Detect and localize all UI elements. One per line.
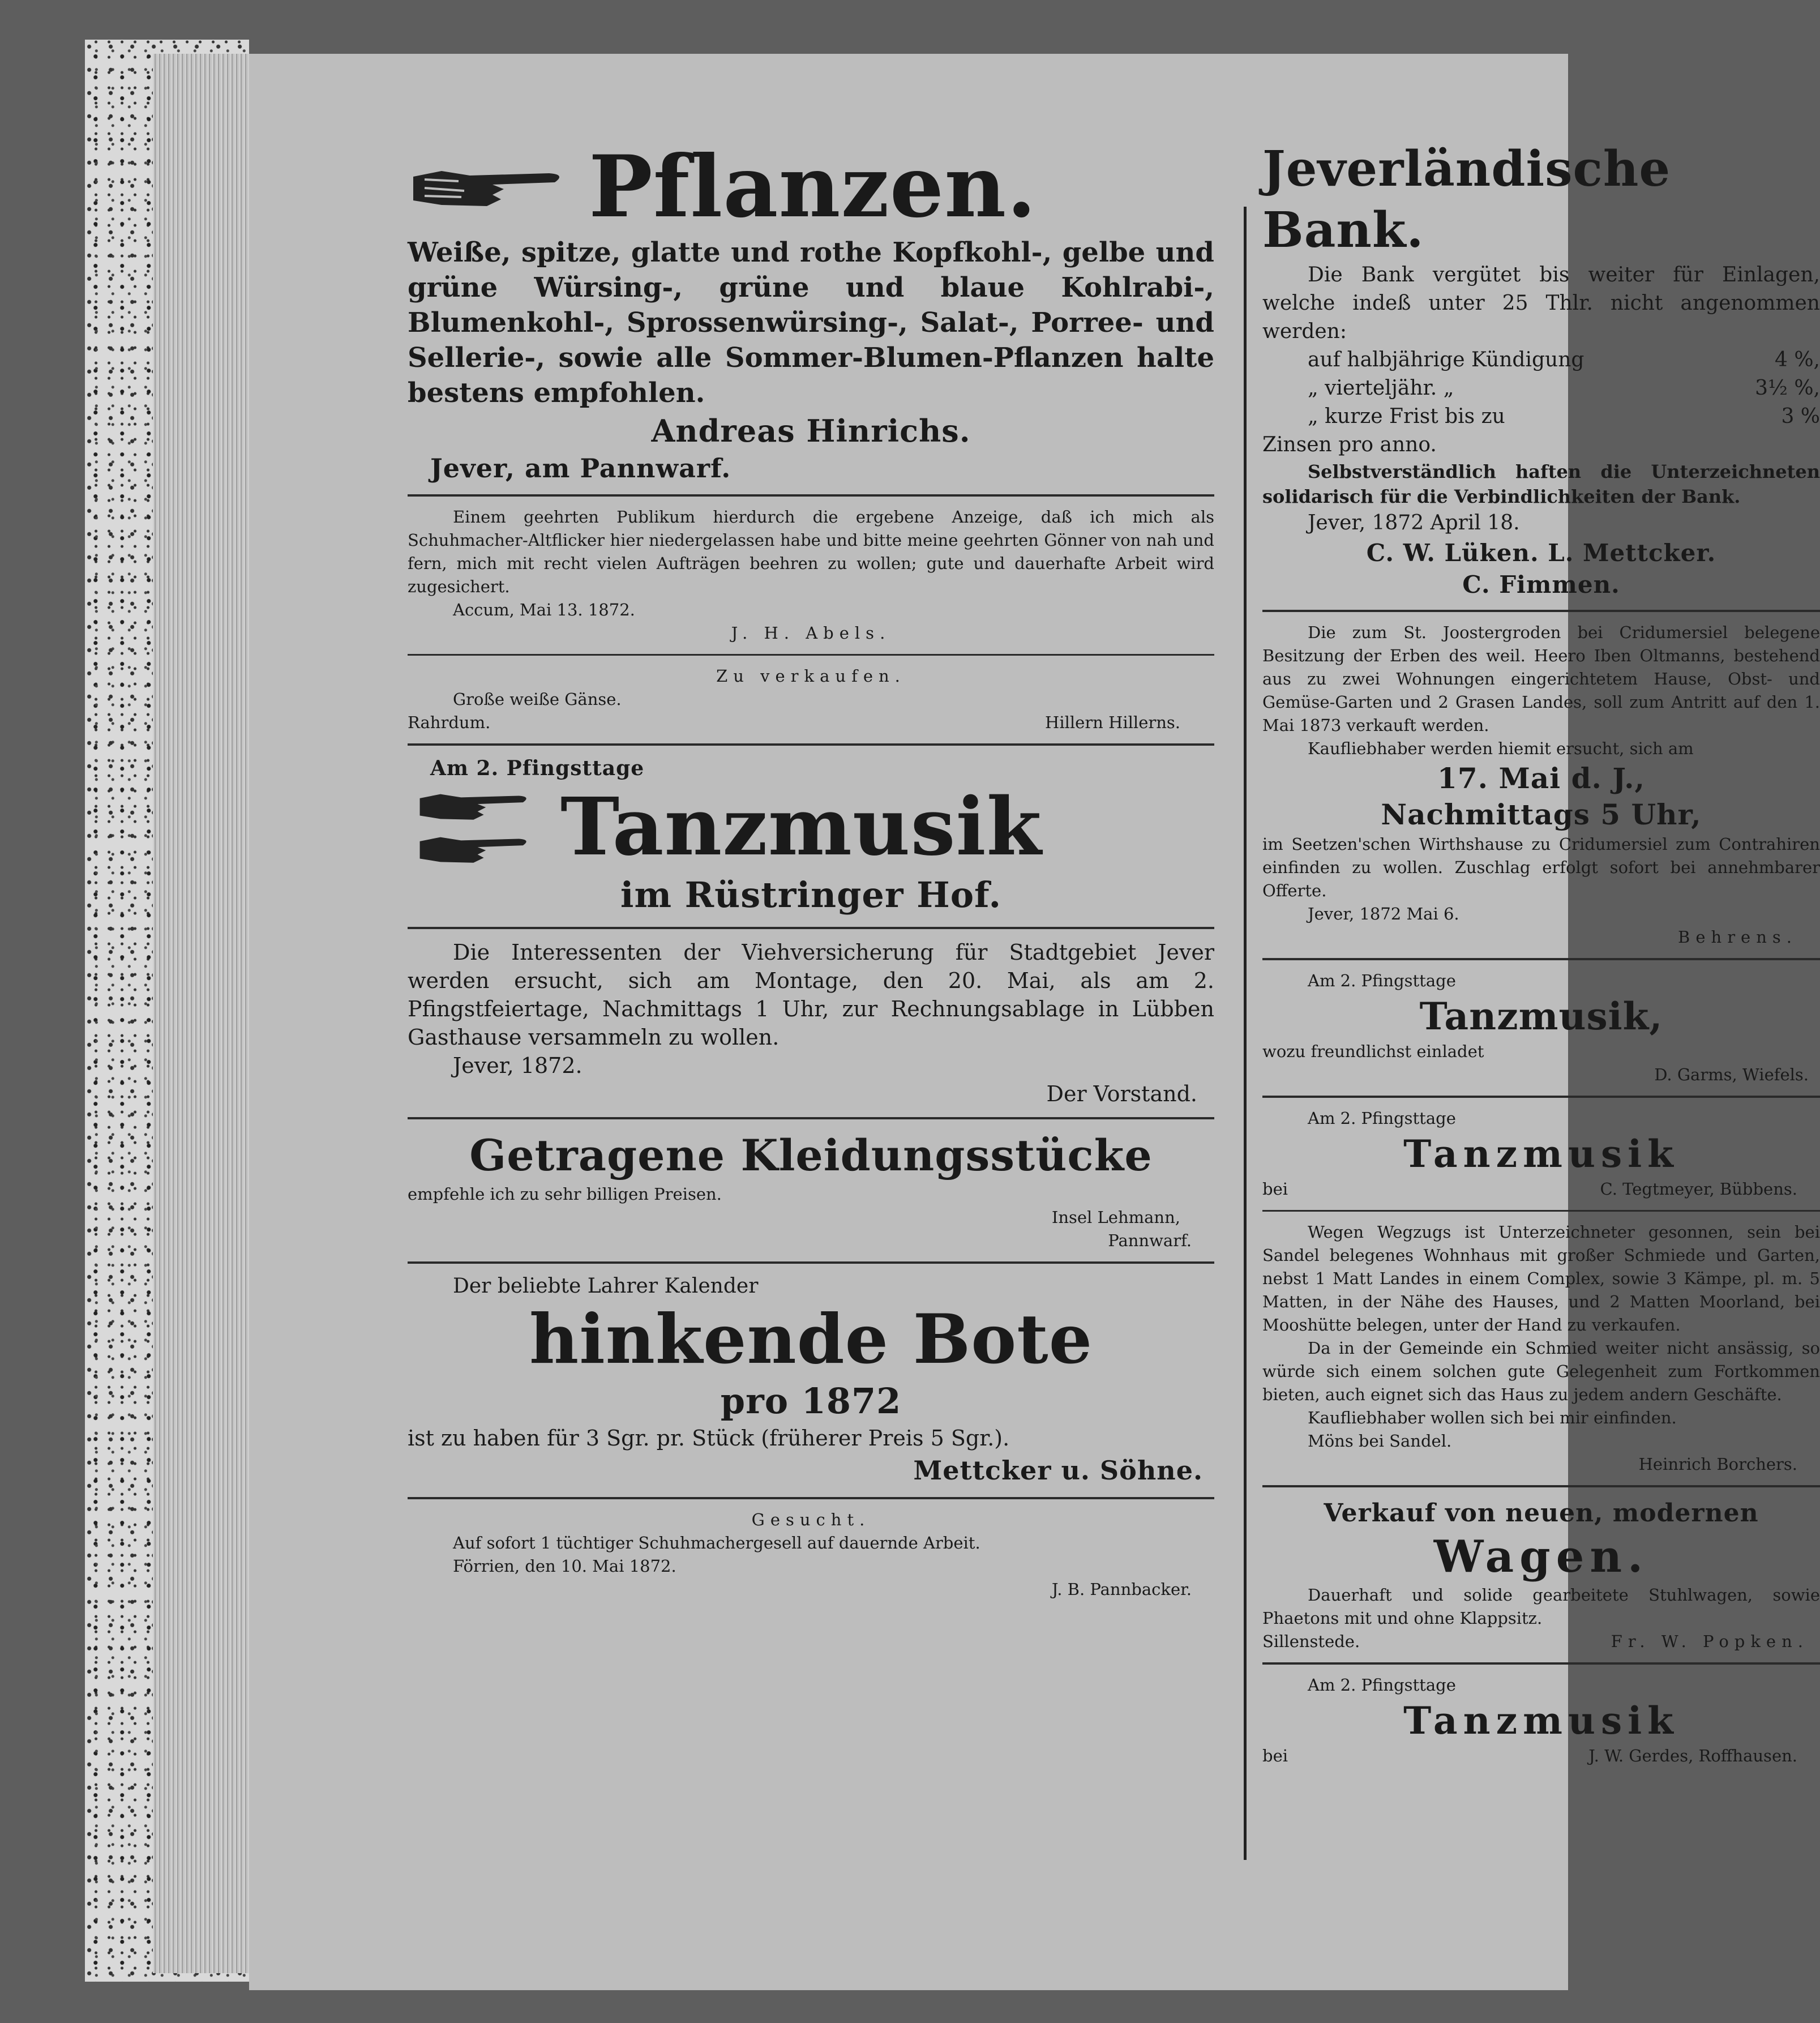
ad-date-big: 17. Mai d. J., xyxy=(1437,762,1645,795)
ad-signer: C. Tegtmeyer, Bübbens. xyxy=(1600,1179,1797,1199)
ad-signers: C. W. Lüken. L. Mettcker. xyxy=(1366,539,1716,567)
rate-row xyxy=(1262,374,1820,403)
ad-signer: Hillern Hillerns. xyxy=(1045,713,1180,732)
ad-signer: Insel Lehmann, xyxy=(1051,1208,1180,1227)
rate-value: 3½ %, xyxy=(1755,377,1820,400)
separator xyxy=(408,654,1214,656)
rate-label: „ vierteljähr. „ xyxy=(1308,377,1454,400)
ad-bei: bei xyxy=(1262,1179,1288,1199)
ad-body: Auf sofort 1 tüchtiger Schuhmachergesell auf dauernde Arbeit. xyxy=(453,1533,980,1552)
ad-year: pro 1872 xyxy=(720,1380,902,1422)
ad-body: Weiße, spitze, glatte und rothe Kopfkohl-, gelbe und grüne Würsing-, grüne und blaue Kohlrabi-, Blumenkohl-, Sprossenwürsing-, Salat-, Porree- und Sellerie-, sowie alle Sommer-Blumen-Pflanzen halte bestens empfohlen. xyxy=(408,237,1214,409)
separator xyxy=(1262,1485,1820,1487)
ad-tail: Zinsen pro anno. xyxy=(1262,433,1437,456)
ad-tanzmusik-tegtmeyer xyxy=(1262,1107,1820,1201)
ad-pre: Am 2. Pfingsttage xyxy=(1308,1675,1456,1695)
ad-abels xyxy=(408,506,1214,645)
ad-place: Jever, am Pannwarf. xyxy=(430,453,731,484)
ad-body: Einem geehrten Publikum hierdurch die ergebene Anzeige, daß ich mich als Schuhmacher-Altflicker hier niedergelassen habe und bitte meine geehrten Gönner von nah und fern, mich mit recht vielen Aufträgen beehren zu wollen; gute und dauerhafte Arbeit wird zugesichert. xyxy=(408,507,1214,596)
ad-title: Verkauf von neuen, modernen xyxy=(1324,1499,1759,1528)
separator xyxy=(1262,1096,1820,1098)
rate-row xyxy=(1262,403,1820,431)
ad-signer2: C. Fimmen. xyxy=(1462,571,1620,598)
rate-value: 3 % xyxy=(1781,405,1820,428)
separator xyxy=(408,1117,1214,1119)
rate-value: 4 %, xyxy=(1775,348,1820,371)
column-divider xyxy=(1244,207,1247,1860)
ad-bei: bei xyxy=(1262,1746,1288,1765)
ad-date: Accum, Mai 13. 1872. xyxy=(453,600,635,619)
right-column xyxy=(1262,139,1820,1768)
ad-signer: Heinrich Borchers. xyxy=(1638,1455,1797,1474)
ad-pre: Am 2. Pfingsttage xyxy=(1308,971,1456,990)
ad-body2: Da in der Gemeinde ein Schmied weiter nicht ansässig, so würde sich einem solchen gute Gelegenheit zum Fortkommen bieten, auch eignet sich das Haus zu jedem andern Geschäfte. xyxy=(1262,1338,1820,1404)
ad-signer: J. H. Abels. xyxy=(731,623,891,643)
ad-title: Gesucht. xyxy=(751,1510,871,1529)
ad-pflanzen xyxy=(408,139,1214,485)
rate-row xyxy=(1262,346,1820,374)
ad-footer-row xyxy=(408,711,1214,734)
ad-tanzmusik-garms xyxy=(1262,969,1820,1087)
ad-signer: Fr. W. Popken. xyxy=(1611,1632,1809,1651)
ad-date: Jever, 1872 Mai 6. xyxy=(1308,904,1459,923)
ad-zu-verkaufen xyxy=(408,665,1214,734)
ad-pre: Am 2. Pfingsttage xyxy=(1308,1109,1456,1128)
separator xyxy=(408,743,1214,746)
ad-signer: Behrens. xyxy=(1678,927,1797,947)
separator xyxy=(408,494,1214,497)
ad-pre: Am 2. Pfingsttage xyxy=(430,756,645,780)
ad-title: Pflanzen. xyxy=(589,137,1037,237)
ad-signer: D. Garms, Wiefels. xyxy=(1654,1065,1809,1084)
ad-item: Große weiße Gänse. xyxy=(453,690,622,709)
pointing-hand-icon xyxy=(408,786,543,826)
ad-body: Die Bank vergütet bis weiter für Einlagen, welche indeß unter 25 Thlr. nicht angenommen werden: xyxy=(1262,263,1820,343)
ad-signer: Andreas Hinrichs. xyxy=(651,413,971,449)
ad-pre: Der beliebte Lahrer Kalender xyxy=(453,1274,759,1298)
ad-place: Möns bei Sandel. xyxy=(1308,1431,1452,1451)
ad-place: Rahrdum. xyxy=(408,713,491,732)
ad-title: hinkende Bote xyxy=(529,1299,1093,1379)
ad-signer: Der Vorstand. xyxy=(1046,1081,1197,1106)
ad-title: Jeverländische Bank. xyxy=(1262,140,1671,259)
ad-body: Die Interessenten der Viehversicherung für Stadtgebiet Jever werden ersucht, sich am Montage, den 20. Mai, als am 2. Pfingstfeiertage, Nachmittags 1 Uhr, zur Rechnungsablage in Lübben Gasthause versammeln zu wollen. xyxy=(408,940,1214,1050)
ad-signer: Mettcker u. Söhne. xyxy=(913,1455,1203,1486)
ad-signer: J. B. Pannbacker. xyxy=(1051,1580,1192,1599)
ad-wagen xyxy=(1262,1496,1820,1653)
ad-title: Tanzmusik xyxy=(1403,1132,1679,1176)
ad-footer-row xyxy=(1262,1178,1820,1201)
ad-gesucht xyxy=(408,1508,1214,1601)
ad-footer-row xyxy=(1262,1744,1820,1768)
ad-borchers xyxy=(1262,1221,1820,1476)
separator xyxy=(1262,610,1820,612)
ad-body: empfehle ich zu sehr billigen Preisen. xyxy=(408,1184,722,1204)
ad-signer: J. W. Gerdes, Roffhausen. xyxy=(1588,1746,1797,1765)
ad-viehversicherung xyxy=(408,938,1214,1108)
separator xyxy=(1262,1210,1820,1212)
ad-subtitle: im Rüstringer Hof. xyxy=(620,874,1002,916)
ad-body: Wegen Wegzugs ist Unterzeichneter gesonnen, sein bei Sandel belegenes Wohnhaus mit großer Schmiede und Garten, nebst 1 Matt Landes in einem Complex, sowie 3 Kämpe, pl. m. 5 Matten, in der Nähe des Hauses, und 2 Matten Moorland, bei Mooshütte belegen, unter der Hand zu verkaufen. xyxy=(1262,1222,1820,1335)
ad-body: Dauerhaft und solide gearbeitete Stuhlwagen, sowie Phaetons mit und ohne Klappsitz. xyxy=(1262,1585,1820,1628)
ad-time-big: Nachmittags 5 Uhr, xyxy=(1381,798,1702,831)
separator xyxy=(1262,958,1820,960)
ad-title: Tanzmusik, xyxy=(1419,994,1663,1038)
pointing-hand-icon xyxy=(408,829,543,869)
ad-body: wozu freundlichst einladet xyxy=(1262,1042,1484,1061)
pointing-hand-icon xyxy=(408,160,572,214)
separator xyxy=(408,1497,1214,1499)
ad-title: Tanzmusik xyxy=(560,781,1042,874)
ad-body2: im Seetzen'schen Wirthshause zu Cridumersiel zum Contrahiren einfinden zu wollen. Zuschlag erfolgt sofort bei annehmbarer Offerte. xyxy=(1262,835,1820,900)
separator xyxy=(408,927,1214,929)
rate-label: „ kurze Frist bis zu xyxy=(1308,405,1505,428)
ad-note: Selbstverständlich haften die Unterzeichneten solidarisch für die Verbindlichkeiten der Bank. xyxy=(1262,461,1820,507)
ad-footer-row xyxy=(1262,1630,1820,1653)
ad-jeverlaendische-bank xyxy=(1262,139,1820,601)
ad-invite: Kaufliebhaber werden hiemit ersucht, sich am xyxy=(1308,739,1694,758)
ad-body: Die zum St. Joostergroden bei Cridumersiel belegene Besitzung der Erben des weil. Heero Iben Oltmanns, bestehend aus zu zwei Wohnungen eingerichtetem Hause, Obst- und Gemüse-Garten und 2 Grasen Landes, soll zum Antritt auf den 1. Mai 1873 verkauft werden. xyxy=(1262,623,1820,735)
left-column xyxy=(408,139,1214,1601)
rate-label: auf halbjährige Kündigung xyxy=(1308,348,1585,371)
ad-tanzmusik-gerdes xyxy=(1262,1674,1820,1768)
separator xyxy=(1262,1662,1820,1665)
separator xyxy=(408,1261,1214,1264)
ad-title: Getragene Kleidungsstücke xyxy=(469,1130,1153,1181)
ad-kleidungsstuecke xyxy=(408,1128,1214,1252)
newspaper-page xyxy=(249,54,1820,1990)
ad-tanzmusik-ruestringer xyxy=(408,755,1214,918)
ad-place: Pannwarf. xyxy=(1108,1231,1192,1250)
ad-body: ist zu haben für 3 Sgr. pr. Stück (früherer Preis 5 Sgr.). xyxy=(408,1426,1010,1451)
ad-title: Tanzmusik xyxy=(1403,1699,1679,1743)
ad-date: Jever, 1872 April 18. xyxy=(1308,511,1520,534)
ad-besitzung xyxy=(1262,621,1820,949)
ad-date: Jever, 1872. xyxy=(453,1053,583,1078)
ad-date: Förrien, den 10. Mai 1872. xyxy=(453,1556,676,1576)
ad-place: Sillenstede. xyxy=(1262,1632,1360,1651)
ad-title2: Wagen. xyxy=(1433,1531,1649,1583)
ad-hinkende-bote xyxy=(408,1273,1214,1488)
ad-invite: Kaufliebhaber wollen sich bei mir einfinden. xyxy=(1308,1408,1677,1427)
ad-title: Zu verkaufen. xyxy=(716,666,906,686)
